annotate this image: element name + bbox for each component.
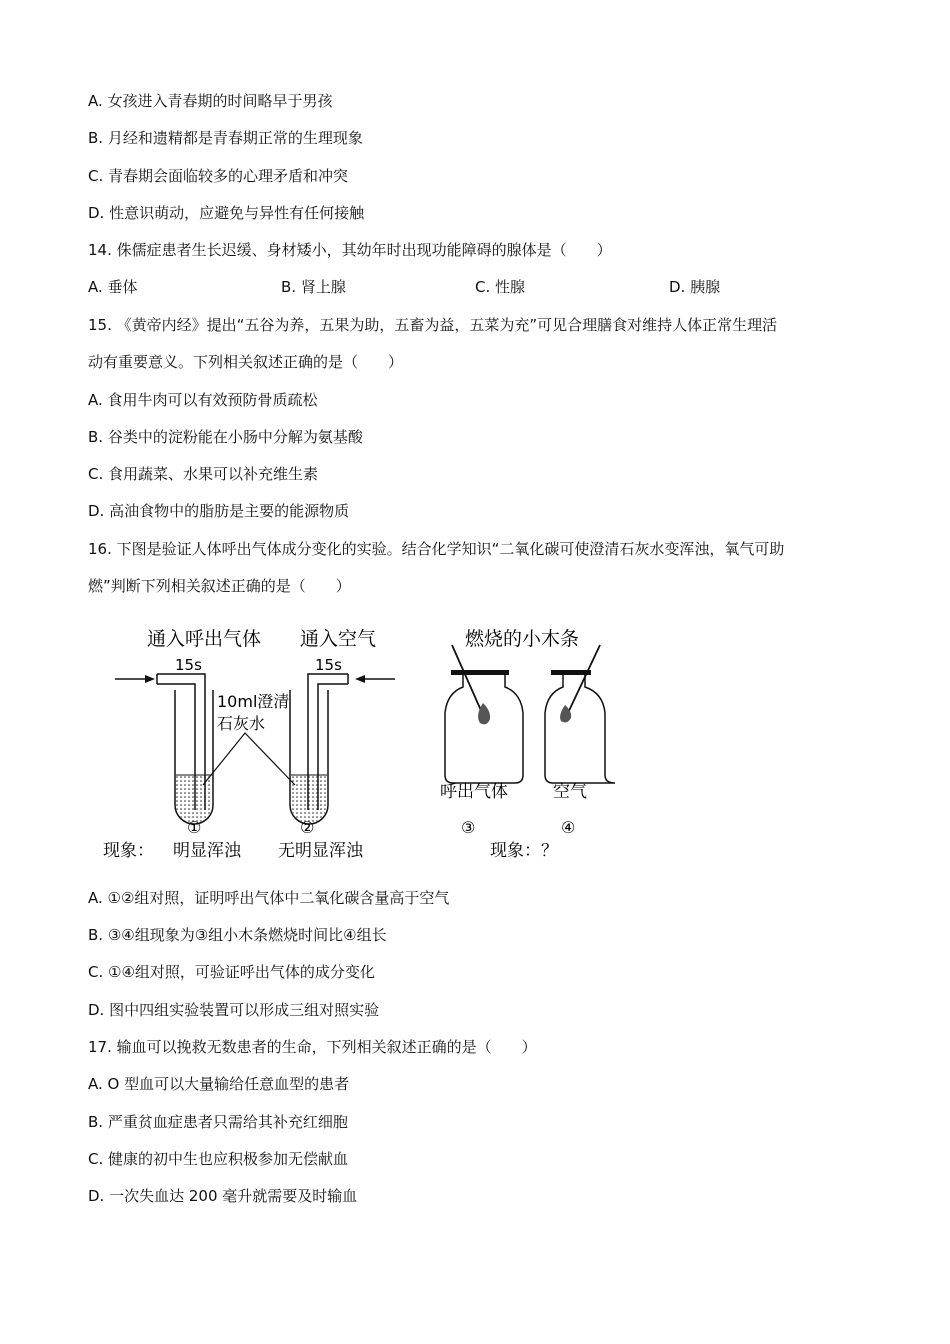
label-exhaled-in: 通入呼出气体 [147, 628, 262, 650]
q15-option-a: A. 食用牛肉可以有效预防骨质疏松 [88, 391, 318, 409]
q14-options [88, 277, 848, 297]
tube-number-2: ② [300, 818, 315, 837]
phenomenon-question: 现象：？ [490, 841, 558, 861]
q14-option-b: B. 肾上腺 [281, 278, 346, 296]
result-2: 无明显浑浊 [278, 841, 363, 861]
q14-stem: 14. 侏儒症患者生长迟缓、身材矮小，其幼年时出现功能障碍的腺体是（ ） [88, 241, 612, 259]
q15-stem-line2: 动有重要意义。下列相关叙述正确的是（ ） [88, 353, 404, 371]
limewater-label-1: 10ml澄清 [217, 692, 290, 711]
q16-stem-line2: 燃”判断下列相关叙述正确的是（ ） [88, 577, 351, 595]
q13-option-a: A. 女孩进入青春期的时间略早于男孩 [88, 92, 333, 110]
result-1: 明显浑浊 [173, 841, 241, 861]
q16-option-c: C. ①④组对照，可验证呼出气体的成分变化 [88, 963, 375, 981]
q16-option-b: B. ③④组现象为③组小木条燃烧时间比④组长 [88, 926, 387, 944]
q14-option-c: C. 性腺 [475, 278, 526, 296]
test-tube-2 [290, 674, 348, 824]
q14-option-d: D. 胰腺 [669, 278, 721, 296]
q16-option-a: A. ①②组对照，证明呼出气体中二氧化碳含量高于空气 [88, 889, 450, 907]
q15-option-d: D. 高油食物中的脂肪是主要的能源物质 [88, 502, 350, 520]
time-label-2: 15s [315, 656, 342, 674]
limewater-pointer [203, 733, 295, 785]
time-label-1: 15s [175, 656, 202, 674]
tube-number-1: ① [187, 818, 202, 837]
burning-stick-label: 燃烧的小木条 [465, 628, 580, 650]
q17-stem: 17. 输血可以挽救无数患者的生命，下列相关叙述正确的是（ ） [88, 1038, 537, 1056]
bottle-number-3: ③ [461, 818, 476, 837]
arrow-right-inlet [355, 675, 395, 683]
q17-option-c: C. 健康的初中生也应积极参加无偿献血 [88, 1150, 349, 1168]
gas-bottle-3 [445, 645, 523, 783]
experiment-figure [95, 615, 615, 865]
q14-option-a: A. 垂体 [88, 278, 138, 296]
q15-option-b: B. 谷类中的淀粉能在小肠中分解为氨基酸 [88, 428, 363, 446]
gas-bottle-4 [545, 645, 615, 783]
q13-option-c: C. 青春期会面临较多的心理矛盾和冲突 [88, 167, 349, 185]
q17-option-a: A. O 型血可以大量输给任意血型的患者 [88, 1075, 350, 1093]
q13-option-b: B. 月经和遗精都是青春期正常的生理现象 [88, 129, 363, 147]
q15-stem-line1: 15. 《黄帝内经》提出“五谷为养，五果为助，五畜为益，五菜为充”可见合理膳食对维持人体正常生理活 [88, 316, 778, 334]
arrow-left-inlet [115, 675, 155, 683]
q17-option-d: D. 一次失血达 200 毫升就需要及时输血 [88, 1187, 358, 1205]
test-tube-1 [157, 674, 213, 824]
q16-stem-line1: 16. 下图是验证人体呼出气体成分变化的实验。结合化学知识“二氧化碳可使澄清石灰水变浑浊，氧气可助 [88, 540, 785, 558]
q17-option-b: B. 严重贫血症患者只需给其补充红细胞 [88, 1113, 348, 1131]
q13-option-d: D. 性意识萌动，应避免与异性有任何接触 [88, 204, 365, 222]
q16-option-d: D. 图中四组实验装置可以形成三组对照实验 [88, 1001, 380, 1019]
bottle-label-air: 空气 [553, 782, 587, 802]
limewater-label-2: 石灰水 [217, 714, 266, 733]
bottle-label-exhaled: 呼出气体 [440, 782, 508, 802]
phenomenon-label: 现象： [103, 841, 154, 861]
label-air-in: 通入空气 [300, 628, 377, 650]
bottle-number-4: ④ [561, 818, 576, 837]
q15-option-c: C. 食用蔬菜、水果可以补充维生素 [88, 465, 319, 483]
